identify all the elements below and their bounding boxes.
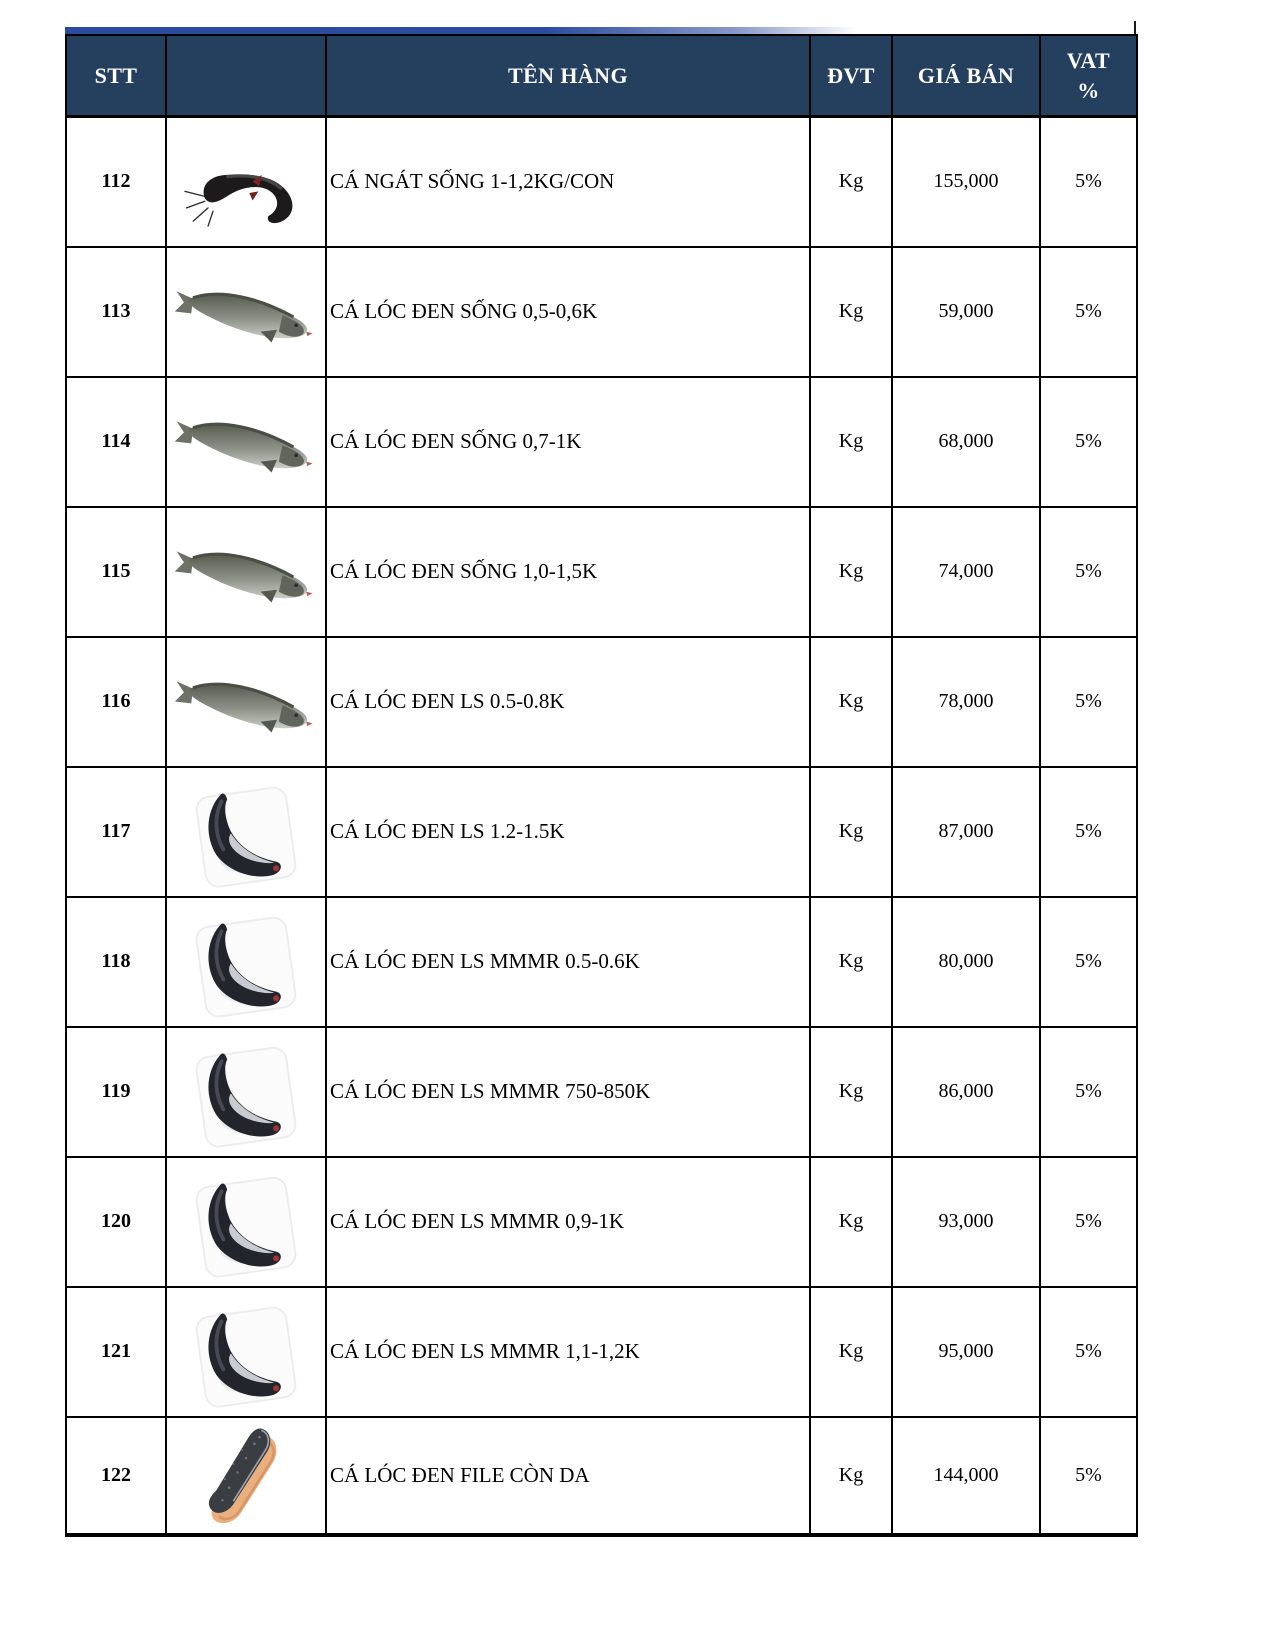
unit-value: Kg [810, 767, 892, 897]
unit-value: Kg [810, 1027, 892, 1157]
product-name: CÁ LÓC ĐEN LS 0.5-0.8K [326, 637, 810, 767]
price-value: 155,000 [892, 117, 1040, 247]
table-row [66, 897, 1137, 1027]
price-value: 86,000 [892, 1027, 1040, 1157]
table-row [66, 1157, 1137, 1287]
vat-value: 5% [1040, 767, 1137, 897]
row-number: 116 [66, 637, 166, 767]
table-row [66, 767, 1137, 897]
row-number: 122 [66, 1417, 166, 1535]
gray-snakehead-photo [173, 535, 319, 608]
col-header-image [166, 35, 326, 117]
product-image-cell [166, 377, 326, 507]
header-row [66, 35, 1137, 117]
price-value: 80,000 [892, 897, 1040, 1027]
table-row [66, 247, 1137, 377]
unit-value: Kg [810, 507, 892, 637]
gray-snakehead-photo [173, 665, 319, 738]
product-image-cell [166, 1417, 326, 1535]
vat-value: 5% [1040, 897, 1137, 1027]
table-row [66, 1287, 1137, 1417]
row-number: 113 [66, 247, 166, 377]
vat-value: 5% [1040, 637, 1137, 767]
unit-value: Kg [810, 377, 892, 507]
row-number: 117 [66, 767, 166, 897]
product-image-cell [166, 247, 326, 377]
product-name: CÁ LÓC ĐEN SỐNG 0,5-0,6K [326, 247, 810, 377]
product-image-cell [166, 1287, 326, 1417]
product-name: CÁ NGÁT SỐNG 1-1,2KG/CON [326, 117, 810, 247]
snakehead-on-tray-photo [180, 1295, 312, 1408]
vat-value: 5% [1040, 1287, 1137, 1417]
product-image-cell [166, 1027, 326, 1157]
product-name: CÁ LÓC ĐEN LS 1.2-1.5K [326, 767, 810, 897]
product-image-cell [166, 117, 326, 247]
table-row [66, 117, 1137, 247]
snakehead-on-tray-photo [180, 1035, 312, 1148]
price-value: 74,000 [892, 507, 1040, 637]
table-row [66, 377, 1137, 507]
col-header-unit: ĐVT [810, 35, 892, 117]
col-header-stt: STT [66, 35, 166, 117]
table-row [66, 637, 1137, 767]
unit-value: Kg [810, 247, 892, 377]
product-image-cell [166, 897, 326, 1027]
top-right-corner-tick [1134, 21, 1136, 34]
fillet-skin-on-photo [187, 1420, 305, 1530]
row-number: 120 [66, 1157, 166, 1287]
product-name: CÁ LÓC ĐEN SỐNG 0,7-1K [326, 377, 810, 507]
gray-snakehead-photo [173, 405, 319, 478]
product-name: CÁ LÓC ĐEN LS MMMR 0.5-0.6K [326, 897, 810, 1027]
product-name: CÁ LÓC ĐEN LS MMMR 1,1-1,2K [326, 1287, 810, 1417]
price-table [65, 34, 1138, 1537]
row-number: 112 [66, 117, 166, 247]
black-catfish-photo [180, 132, 312, 231]
product-name: CÁ LÓC ĐEN SỐNG 1,0-1,5K [326, 507, 810, 637]
product-image-cell [166, 767, 326, 897]
unit-value: Kg [810, 1287, 892, 1417]
top-accent-bar [65, 27, 1136, 34]
product-image-cell [166, 1157, 326, 1287]
snakehead-on-tray-photo [180, 1165, 312, 1278]
price-value: 78,000 [892, 637, 1040, 767]
price-value: 59,000 [892, 247, 1040, 377]
price-value: 144,000 [892, 1417, 1040, 1535]
table-row [66, 1417, 1137, 1535]
vat-value: 5% [1040, 1157, 1137, 1287]
unit-value: Kg [810, 117, 892, 247]
row-number: 119 [66, 1027, 166, 1157]
product-image-cell [166, 637, 326, 767]
price-value: 68,000 [892, 377, 1040, 507]
vat-value: 5% [1040, 117, 1137, 247]
price-value: 95,000 [892, 1287, 1040, 1417]
snakehead-on-tray-photo [180, 905, 312, 1018]
unit-value: Kg [810, 637, 892, 767]
vat-value: 5% [1040, 507, 1137, 637]
product-image-cell [166, 507, 326, 637]
product-name: CÁ LÓC ĐEN LS MMMR 750-850K [326, 1027, 810, 1157]
table-row [66, 1027, 1137, 1157]
col-header-price: GIÁ BÁN [892, 35, 1040, 117]
row-number: 118 [66, 897, 166, 1027]
vat-value: 5% [1040, 1027, 1137, 1157]
col-header-name: TÊN HÀNG [326, 35, 810, 117]
col-header-vat: VAT % [1040, 35, 1137, 117]
price-table-body [66, 117, 1137, 1535]
product-name: CÁ LÓC ĐEN FILE CÒN DA [326, 1417, 810, 1535]
price-value: 87,000 [892, 767, 1040, 897]
unit-value: Kg [810, 897, 892, 1027]
vat-value: 5% [1040, 377, 1137, 507]
snakehead-on-tray-photo [180, 775, 312, 888]
price-value: 93,000 [892, 1157, 1040, 1287]
vat-value: 5% [1040, 1417, 1137, 1535]
gray-snakehead-photo [173, 275, 319, 348]
row-number: 114 [66, 377, 166, 507]
row-number: 121 [66, 1287, 166, 1417]
row-number: 115 [66, 507, 166, 637]
vat-value: 5% [1040, 247, 1137, 377]
table-row [66, 507, 1137, 637]
price-table-header [66, 35, 1137, 117]
product-name: CÁ LÓC ĐEN LS MMMR 0,9-1K [326, 1157, 810, 1287]
unit-value: Kg [810, 1157, 892, 1287]
unit-value: Kg [810, 1417, 892, 1535]
